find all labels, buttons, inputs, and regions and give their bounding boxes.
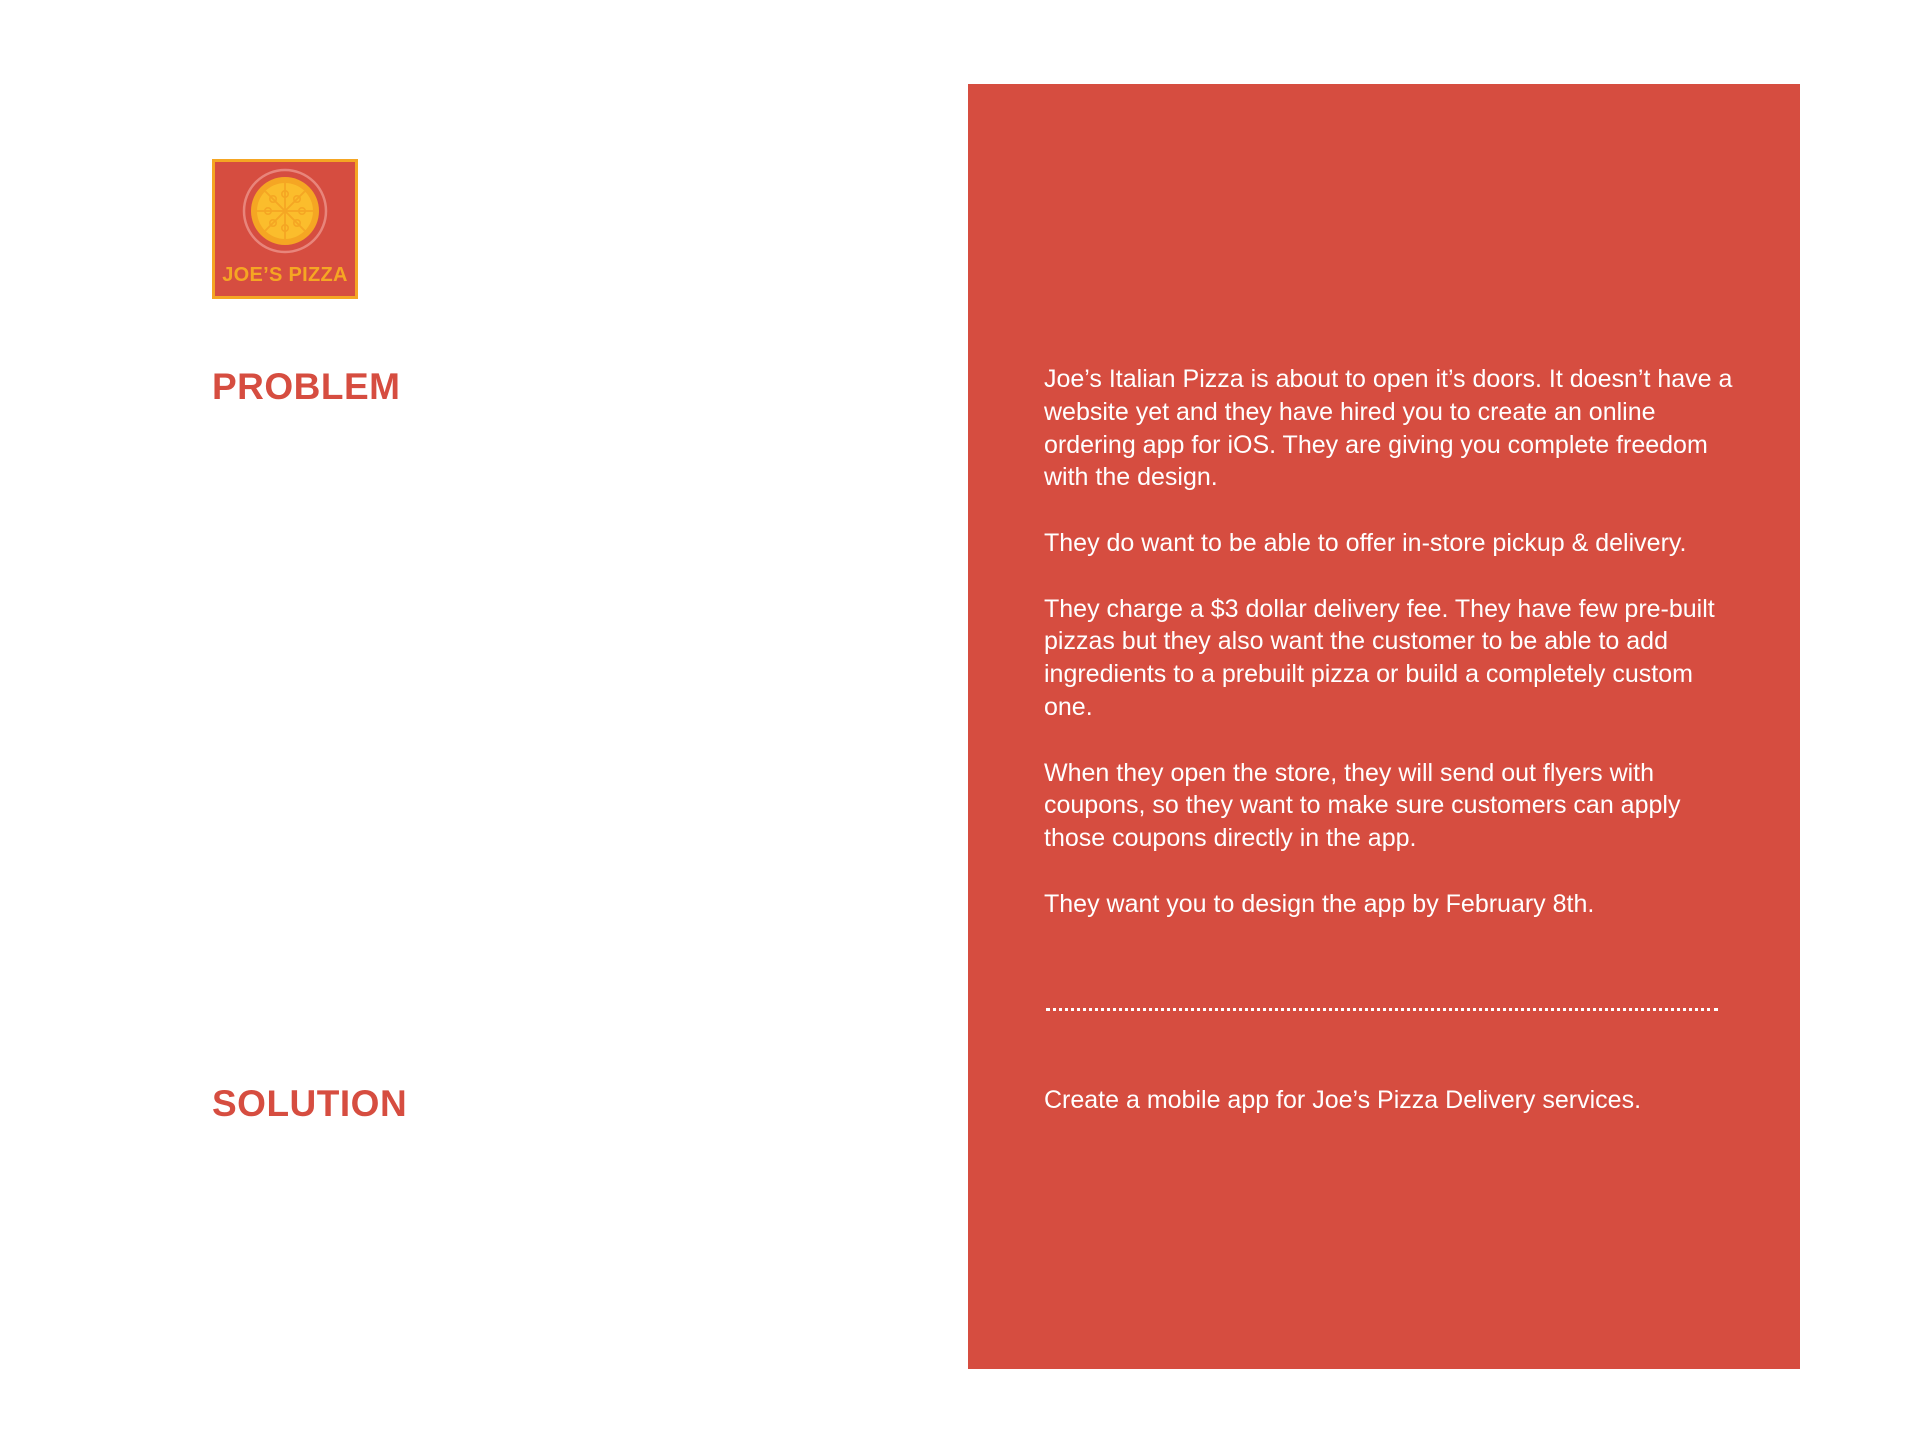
- problem-description: [1044, 363, 1744, 921]
- problem-paragraph: They charge a $3 dollar delivery fee. They have few pre-built pizzas but they also want the customer to be able to add ingredients to a prebuilt pizza or build a completely custom one.: [1044, 594, 1715, 721]
- pizza-icon: [242, 168, 328, 254]
- solution-heading: SOLUTION: [212, 1083, 408, 1124]
- problem-paragraph: They do want to be able to offer in-store pickup & delivery.: [1044, 528, 1687, 557]
- solution-description: [1044, 1084, 1744, 1117]
- content-panel: [968, 84, 1800, 1369]
- solution-paragraph: Create a mobile app for Joe’s Pizza Delivery services.: [1044, 1086, 1642, 1114]
- problem-heading: PROBLEM: [212, 366, 401, 407]
- joes-pizza-logo: [212, 159, 358, 299]
- dotted-divider: [1046, 1008, 1718, 1011]
- logo-text: JOE’S PIZZA: [222, 264, 348, 286]
- problem-paragraph: They want you to design the app by February 8th.: [1044, 889, 1595, 918]
- problem-paragraph: Joe’s Italian Pizza is about to open it’s doors. It doesn’t have a website yet and they have hired you to create an online ordering app for iOS. They are giving you complete freedom with the design.: [1044, 365, 1733, 492]
- problem-paragraph: When they open the store, they will send out flyers with coupons, so they want to make sure customers can apply those coupons directly in the app.: [1044, 758, 1681, 853]
